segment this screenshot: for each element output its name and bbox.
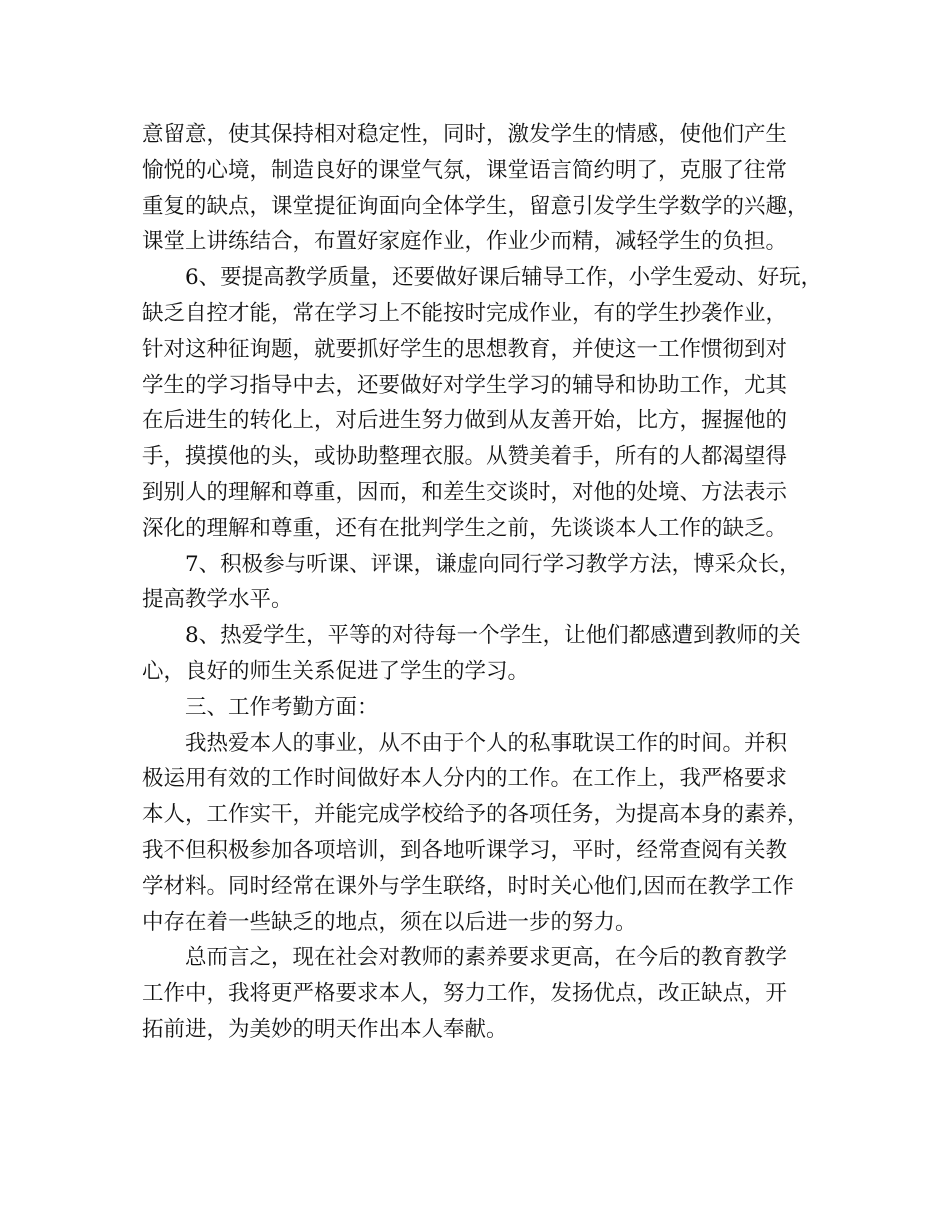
text-line: 深化的理解和尊重，还有在批判学生之前，先谈谈本人工作的缺乏。 [142,515,788,541]
text-line: 意留意，使其保持相对稳定性，同时，激发学生的情感，使他们产生 [142,122,788,147]
text-line: 学材料。同时经常在课外与学生联络，时时关心他们,因而在教学工作 [142,873,794,899]
text-line: 我不但积极参加各项培训，到各地听课学习，平时，经常查阅有关教 [142,837,788,863]
text-line: 工作中，我将更严格要求本人，努力工作，发扬优点，改正缺点，开 [142,981,788,1007]
text-line: 课堂上讲练结合，布置好家庭作业，作业少而精，减轻学生的负担。 [142,229,788,255]
text-line: 中存在着一些缺乏的地点，须在以后进一步的努力。 [142,909,637,935]
paragraph-first-line: 6、要提高教学质量，还要做好课后辅导工作，小学生爱动、好玩， [185,265,823,291]
paragraph-first-line: 7、积极参与听课、评课，谦虚向同行学习教学方法，博采众长， [185,551,801,577]
document-body [142,117,822,1048]
text-line: 缺乏自控才能，常在学习上不能按时完成作业，有的学生抄袭作业， [142,300,788,326]
text-line: 提高教学水平。 [142,587,293,613]
text-line: 在后进生的转化上，对后进生努力做到从友善开始，比方，握握他的 [142,408,788,434]
text-line: 拓前进，为美妙的明天作出本人奉献。 [142,1016,508,1042]
paragraph-first-line: 我热爱本人的事业，从不由于个人的私事耽误工作的时间。并积 [185,730,788,756]
text-line: 极运用有效的工作时间做好本人分内的工作。在工作上，我严格要求 [142,766,788,792]
paragraph-first-line: 总而言之，现在社会对教师的素养要求更高，在今后的教育教学 [185,945,788,971]
paragraph-first-line: 三、工作考勤方面： [185,694,379,720]
text-line: 针对这种征询题，就要抓好学生的思想教育，并使这一工作惯彻到对 [142,336,788,362]
paragraph-first-line: 8、热爱学生，平等的对待每一个学生，让他们都感遭到教师的关 [185,623,801,649]
text-line: 学生的学习指导中去，还要做好对学生学习的辅导和协助工作，尤其 [142,372,788,398]
text-line: 愉悦的心境，制造良好的课堂气氛，课堂语言简约明了，克服了往常 [142,157,788,183]
text-line: 手，摸摸他的头，或协助整理衣服。从赞美着手，所有的人都渴望得 [142,444,788,470]
text-line: 心，良好的师生关系促进了学生的学习。 [142,658,530,684]
text-line: 到别人的理解和尊重，因而，和差生交谈时，对他的处境、方法表示 [142,479,788,505]
text-line: 重复的缺点，课堂提征询面向全体学生，留意引发学生学数学的兴趣， [142,193,809,219]
text-line: 本人，工作实干，并能完成学校给予的各项任务，为提高本身的素养， [142,802,809,828]
